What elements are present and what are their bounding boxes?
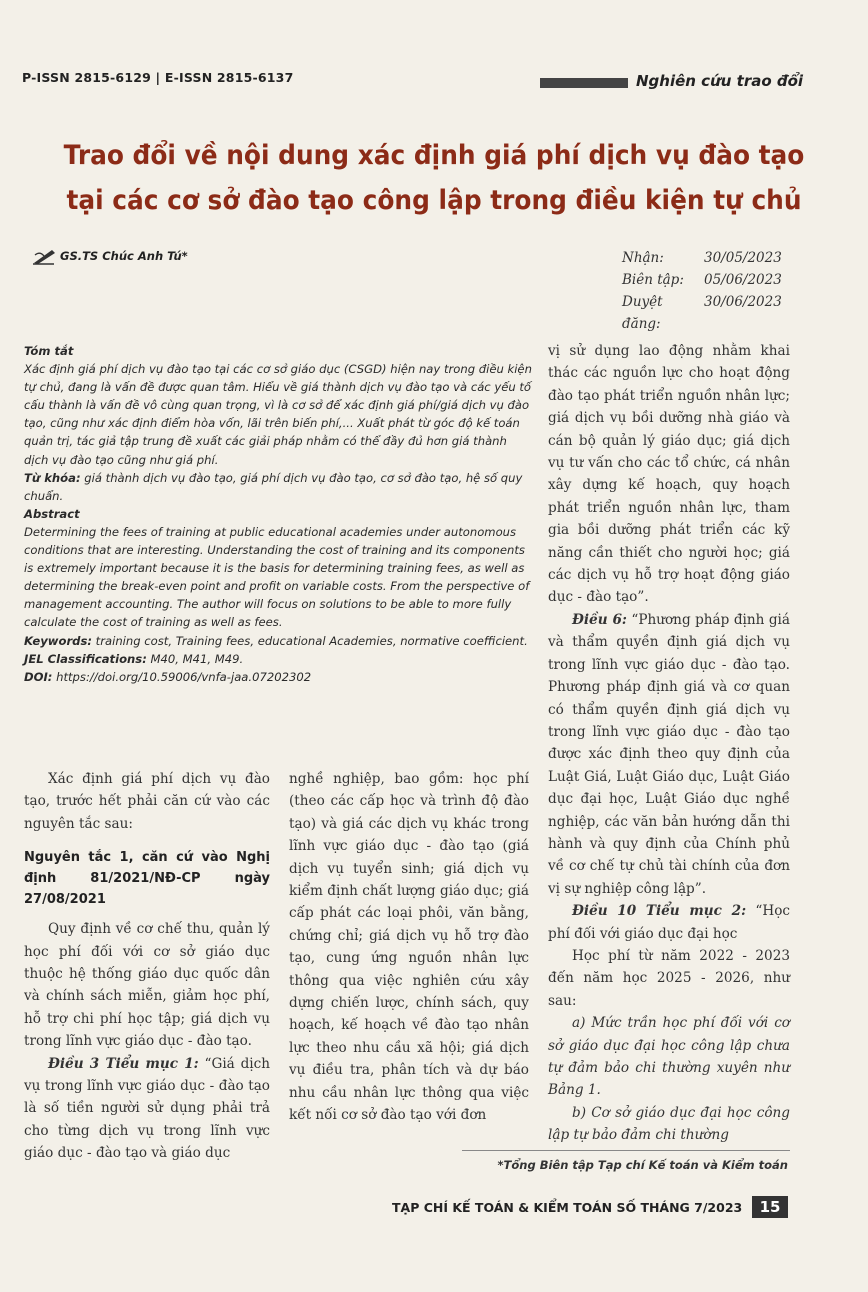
article-title: [53, 133, 815, 223]
title-line-1: Trao đổi về nội dung xác định giá phí dịch vụ đào tạo: [63, 140, 805, 171]
footnote: *Tổng Biên tập Tạp chí Kế toán và Kiểm toán: [497, 1158, 788, 1172]
tukhoa-row: Từ khóa: giá thành dịch vụ đào tạo, giá phí dịch vụ đào tạo, cơ sở đào tạo, hệ số quy chuẩn.: [24, 470, 523, 503]
author-row: [32, 247, 188, 265]
author-name: GS.TS Chúc Anh Tú*: [60, 249, 188, 263]
paragraph: Điều 10 Tiểu mục 2: “Học phí đối với giáo dục đại học: [548, 903, 790, 942]
footnote-rule: [462, 1150, 790, 1151]
tomtat-heading: Tóm tắt: [24, 344, 74, 358]
abstract-text: Determining the fees of training at public educational academies under autonomous conditions that are interesting. Understanding the cost of training and its components is extremely important because it is the basis for determining training fees, as well as determining the break-even point and profit on variable costs. From the perspective of management accounting. The author will focus on solutions to be able to more fully calculate the cost of training as well as fees.: [24, 524, 530, 630]
paragraph: a) Mức trần học phí đối với cơ sở giáo dục đại học công lập chưa tự đảm bảo chi thường xuyên như Bảng 1.: [548, 1015, 790, 1099]
jel-row: JEL Classifications: M40, M41, M49.: [24, 651, 244, 666]
journal-footer: TẠP CHÍ KẾ TOÁN & KIỂM TOÁN SỐ THÁNG 7/2023: [392, 1200, 743, 1215]
date-received: Nhận: 30/05/2023: [622, 250, 782, 266]
article-dates: [622, 247, 782, 335]
pen-icon: [32, 247, 56, 265]
header-bar: [540, 78, 628, 88]
paragraph: Quy định về cơ chế thu, quản lý học phí đối với cơ sở giáo dục thuộc hệ thống giáo dục quốc dân và chính sách miễn, giảm học phí, hỗ trợ chi phí học tập; giá dịch vụ trong lĩnh vực giáo dục - đào tạo.: [24, 921, 270, 1050]
paragraph: Điều 3 Tiểu mục 1: “Giá dịch vụ trong lĩnh vực giáo dục - đào tạo là số tiền người sử dụng phải trả cho từng dịch vụ trong lĩnh vực giáo dục - đào tạo và giáo dục: [24, 1055, 270, 1162]
title-line-2: tại các cơ sở đào tạo công lập trong điều kiện tự chủ: [66, 185, 802, 216]
tomtat-text: Xác định giá phí dịch vụ đào tạo tại các cơ sở giáo dục (CSGD) hiện nay trong điều kiện tự chủ, đang là vấn đề được quan tâm. Hiểu về giá thành dịch vụ đào tạo và các yếu tố cấu thành là vấn đề vô cùng quan trọng, vì là cơ sở để xác định giá phí/giá dịch vụ đào tạo, cũng như xác định điểm hòa vốn, lãi trên biến phí,... Xuất phát từ góc độ kế toán quản trị, tác giả tập trung đề xuất các giải pháp nhằm có thể đầy đủ hơn giá thành dịch vụ đào tạo cũng như giá phí.: [24, 362, 532, 467]
abstract-heading: Abstract: [24, 506, 80, 521]
doi-link[interactable]: https://doi.org/10.59006/vnfa-jaa.07202302: [52, 669, 312, 684]
section-label: Nghiên cứu trao đổi: [636, 72, 804, 90]
section-heading: Nguyên tắc 1, căn cứ vào Nghị định 81/2021/NĐ-CP ngày 27/08/2021: [24, 850, 270, 908]
body-column-1: [24, 768, 270, 1165]
paragraph: b) Cơ sở giáo dục đại học công lập tự bảo đảm chi thường: [548, 1104, 790, 1144]
doi-row: DOI: https://doi.org/10.59006/vnfa-jaa.07202302: [24, 669, 312, 684]
paragraph: Học phí từ năm 2022 - 2023 đến năm học 2025 - 2026, như sau:: [548, 947, 790, 1009]
page-number: 15: [752, 1196, 788, 1218]
issn-label: P-ISSN 2815-6129 | E-ISSN 2815-6137: [22, 70, 294, 85]
paragraph: Xác định giá phí dịch vụ đào tạo, trước hết phải căn cứ vào các nguyên tắc sau:: [24, 771, 270, 832]
paragraph: nghề nghiệp, bao gồm: học phí (theo các cấp học và trình độ đào tạo) và giá các dịch vụ khác trong lĩnh vực giáo dục - đào tạo (giá dịch vụ tuyển sinh; giá dịch vụ kiểm định chất lượng giáo dục; giá cấp phát các loại phôi, văn bằng, chứng chỉ; giá dịch vụ hỗ trợ đào tạo, cung ứng nguồn nhân lực thông qua việc nghiên cứu xây dựng chiến lược, chính sách, quy hoạch, kế hoạch về đào tạo nhân lực theo nhu cầu xã hội; giá dịch vụ điều tra, phân tích và dự báo nhu cầu nhân lực thông qua việc kết nối cơ sở đào tạo với đơn: [289, 771, 529, 1124]
body-column-3: [548, 340, 790, 1147]
body-column-2: [289, 768, 529, 1127]
date-approved: Duyệt đăng: 30/06/2023: [622, 294, 782, 332]
paragraph: Điều 6: “Phương pháp định giá và thẩm quyền định giá dịch vụ trong lĩnh vực giáo dục - đào tạo. Phương pháp định giá và cơ quan có thẩm quyền định giá dịch vụ trong lĩnh vực giáo dục - đào tạo được xác định theo quy định của Luật Giá, Luật Giáo dục, Luật Giáo dục đại học, Luật Giáo dục nghề nghiệp, các văn bản hướng dẫn thi hành và quy định của Chính phủ về cơ chế tự chủ tài chính của đơn vị sự nghiệp công lập”.: [548, 611, 790, 897]
keywords-row: Keywords: training cost, Training fees, educational Academies, normative coefficient.: [24, 633, 528, 648]
date-edited: Biên tập: 05/06/2023: [622, 272, 782, 288]
paragraph: vị sử dụng lao động nhằm khai thác các nguồn lực cho hoạt động đào tạo phát triển nguồn nhân lực; giá dịch vụ bồi dưỡng nhà giáo và cán bộ quản lý giáo dục; giá dịch vụ tư vấn cho các tổ chức, cá nhân xây dựng kế hoạch, quy hoạch phát triển nguồn nhân lực, tham gia bồi dưỡng phát triển các kỹ năng cần thiết cho người học; giá các dịch vụ hỗ trợ hoạt động giáo dục - đào tạo”.: [548, 343, 790, 606]
abstract-box: [24, 342, 534, 686]
